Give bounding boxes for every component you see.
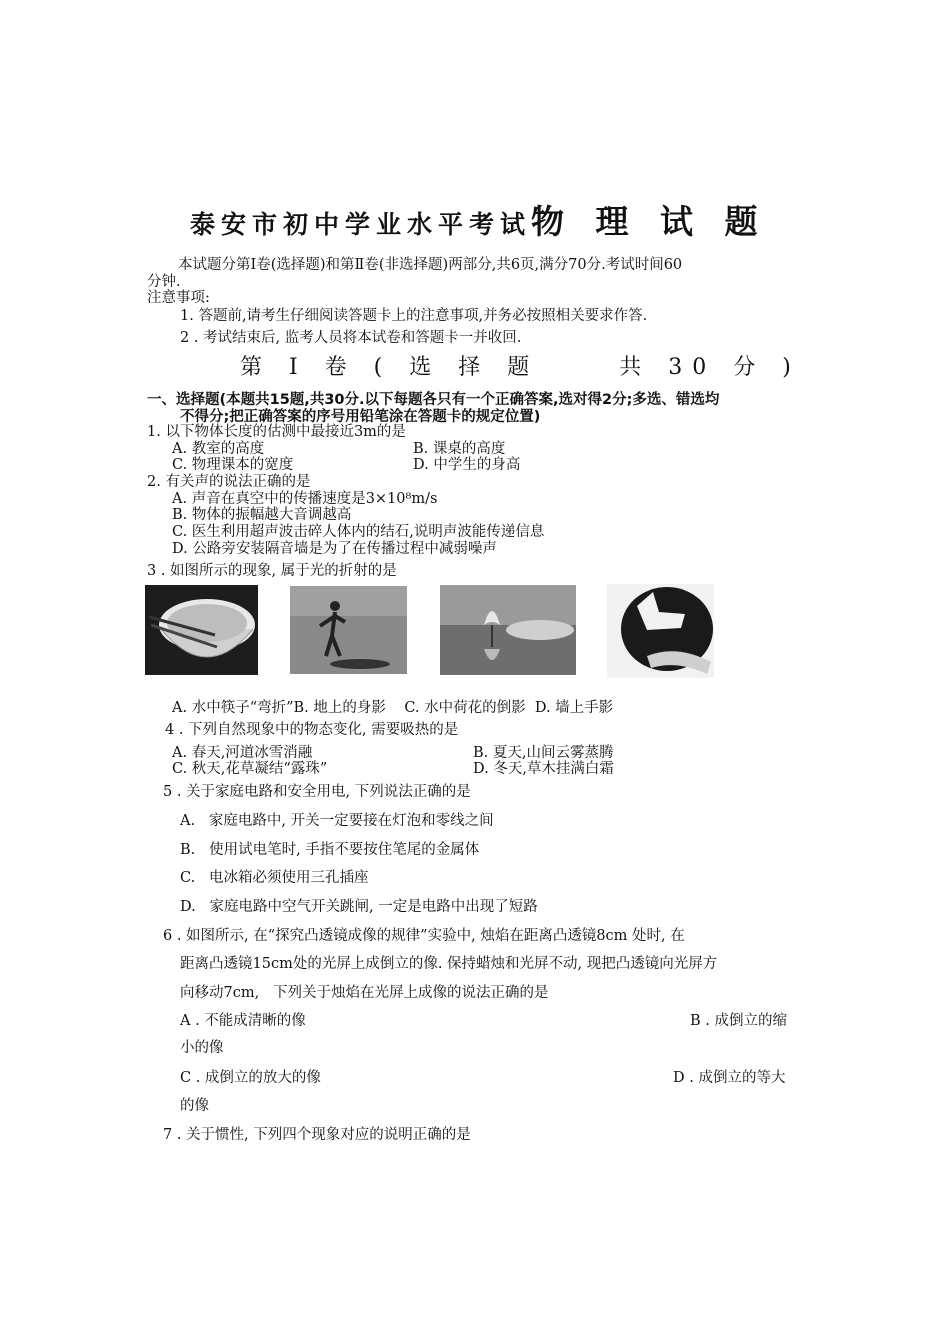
- q1-option-a: A. 教室的高度: [172, 441, 265, 457]
- q6-option-d: D . 成倒立的等大: [673, 1070, 786, 1086]
- q2-option-d: D. 公路旁安装隔音墙是为了在传播过程中减弱噪声: [172, 541, 497, 557]
- notice-item-2: 2 . 考试结束后, 监考人员将本试卷和答题卡一并收回.: [180, 330, 522, 346]
- q4-option-b: B. 夏天,山间云雾蒸腾: [473, 745, 614, 761]
- lotus-reflection-image: [440, 585, 576, 675]
- q1-option-c: C. 物理课本的宽度: [172, 457, 294, 473]
- tennis-shadow-image: [290, 586, 407, 674]
- section-heading: [240, 350, 801, 381]
- q6-option-b-cont: 小的像: [180, 1040, 224, 1056]
- q1-stem: 1. 以下物体长度的估测中最接近3m的是: [147, 424, 406, 440]
- q2-stem: 2. 有关声的说法正确的是: [147, 474, 311, 490]
- bowl-chopsticks-image: [145, 585, 258, 675]
- hand-shadow-image: [607, 584, 714, 678]
- q6-line3: 向移动7cm, 下列关于烛焰在光屏上成像的说法正确的是: [180, 985, 549, 1001]
- part1-instruction-line2: 不得分;把正确答案的序号用铅笔涂在答题卡的规定位置): [180, 409, 541, 425]
- q1-option-d: D. 中学生的身高: [413, 457, 521, 473]
- q2-option-a: A. 声音在真空中的传播速度是3×10⁸m/s: [172, 491, 438, 507]
- q5-stem: 5 . 关于家庭电路和安全用电, 下列说法正确的是: [163, 784, 471, 800]
- q6-option-b: B . 成倒立的缩: [690, 1013, 787, 1029]
- intro-line2: 分钟.: [147, 274, 181, 290]
- q7-stem: 7 . 关于惯性, 下列四个现象对应的说明正确的是: [163, 1127, 471, 1143]
- exam-title-part1: 泰安市初中学业水平考试: [190, 210, 532, 239]
- intro-line1: 本试题分第Ⅰ卷(选择题)和第Ⅱ卷(非选择题)两部分,共6页,满分70分.考试时间60: [178, 257, 683, 273]
- q5-option-d: D. 家庭电路中空气开关跳闸, 一定是电路中出现了短路: [180, 899, 538, 915]
- q2-option-b: B. 物体的振幅越大音调越高: [172, 507, 352, 523]
- q5-option-b: B. 使用试电笔时, 手指不要按住笔尾的金属体: [180, 842, 480, 858]
- q6-line1: 6 . 如图所示, 在“探究凸透镜成像的规律”实验中, 烛焰在距离凸透镜8cm 处时, 在: [163, 928, 685, 944]
- q6-option-a: A . 不能成清晰的像: [180, 1013, 306, 1029]
- q4-option-c: C. 秋天,花草凝结“露珠”: [172, 761, 328, 777]
- exam-title-part2: 物 理 试 题: [531, 202, 768, 241]
- section-heading-right: 共 30 分 ): [619, 355, 801, 380]
- q2-option-c: C. 医生利用超声波击碎人体内的结石,说明声波能传递信息: [172, 524, 545, 540]
- exam-title: [190, 196, 767, 243]
- q4-stem: 4 . 下列自然现象中的物态变化, 需要吸热的是: [165, 722, 459, 738]
- q4-option-d: D. 冬天,草木挂满白霜: [473, 761, 614, 777]
- q1-option-b: B. 课桌的高度: [413, 441, 506, 457]
- q3-options: A. 水中筷子“弯折”B. 地上的身影 C. 水中荷花的倒影 D. 墙上手影: [172, 700, 614, 716]
- q5-option-a: A. 家庭电路中, 开关一定要接在灯泡和零线之间: [180, 813, 494, 829]
- q6-option-c: C . 成倒立的放大的像: [180, 1070, 321, 1086]
- q3-stem: 3 . 如图所示的现象, 属于光的折射的是: [147, 563, 397, 579]
- q6-line2: 距离凸透镜15cm处的光屏上成倒立的像. 保持蜡烛和光屏不动, 现把凸透镜向光屏方: [180, 956, 718, 972]
- q6-option-d-cont: 的像: [180, 1098, 209, 1114]
- q5-option-c: C. 电冰箱必须使用三孔插座: [180, 870, 369, 886]
- notice-heading: 注意事项:: [147, 290, 210, 306]
- q4-option-a: A. 春天,河道冰雪消融: [172, 745, 313, 761]
- notice-item-1: 1. 答题前,请考生仔细阅读答题卡上的注意事项,并务必按照相关要求作答.: [180, 308, 648, 324]
- section-heading-left: 第 Ⅰ 卷 ( 选 择 题: [240, 355, 540, 380]
- part1-instruction-line1: 一、选择题(本题共15题,共30分.以下每题各只有一个正确答案,选对得2分;多选、错选均: [147, 392, 720, 408]
